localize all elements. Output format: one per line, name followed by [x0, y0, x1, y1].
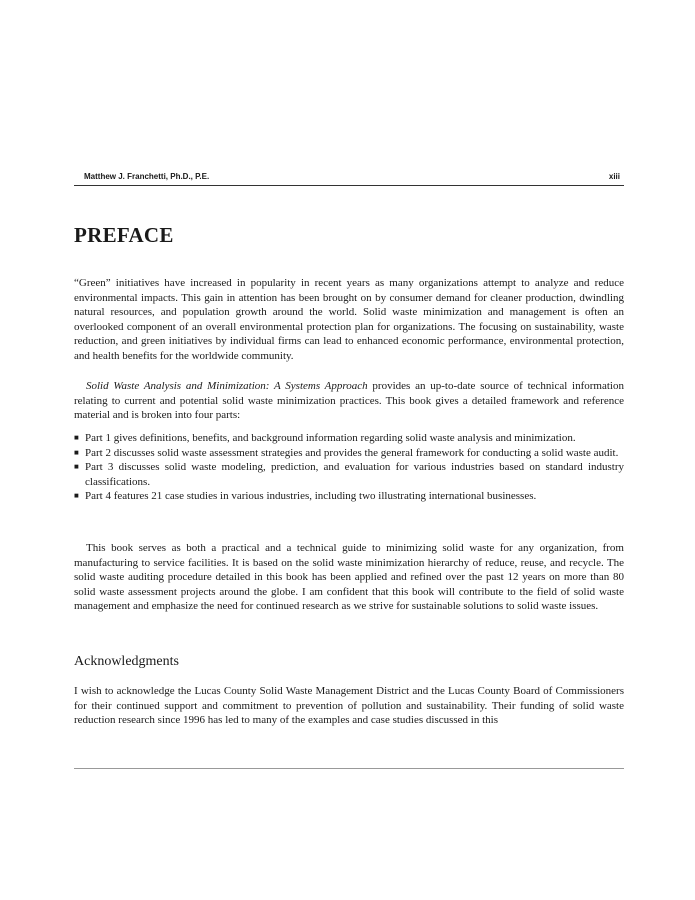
page-number: xiii	[608, 172, 620, 181]
running-head-author: Matthew J. Franchetti, Ph.D., P.E.	[84, 172, 210, 181]
running-head	[74, 170, 624, 186]
list-item	[74, 431, 624, 446]
bottom-divider	[74, 768, 624, 769]
part-3-text: ■ Part 3 discusses solid waste modeling, prediction, and evaluation for various industries based on standard industry classifications.	[85, 461, 624, 488]
closing-paragraph: This book serves as both a practical and a technical guide to minimizing solid waste for any organization, from manufacturing to service facilities. It is based on the solid waste minimization hierarchy of reduce, reuse, and recycle. The solid waste auditing procedure detailed in this book has been applied and refined over the past 12 years on more than 80 solid waste assessment projects around the globe. I am confident that this book will contribute to the field of solid waste management and emphasize the need for continued research as we strive for sustainable solutions to solid waste issues.	[74, 542, 624, 612]
book-intro-paragraph	[74, 379, 624, 423]
part-2-text: ■ Part 2 discusses solid waste assessment strategies and provides the general framework for conducting a solid waste audit.	[85, 446, 619, 459]
parts-list	[74, 431, 624, 504]
acknowledgments-heading: Acknowledgments	[74, 654, 179, 669]
part-4-text: ■ Part 4 features 21 case studies in various industries, including two illustrating international businesses.	[85, 490, 537, 502]
book-title: Solid Waste Analysis and Minimization: A Systems Approach	[86, 380, 368, 392]
list-item	[74, 446, 624, 461]
list-item	[74, 489, 624, 504]
intro-paragraph: “Green” initiatives have increased in popularity in recent years as many organizations attempt to analyze and reduce environmental impacts. This gain in attention has been brought on by consumer demand for cleaner production, dwindling natural resources, and population growth around the world. Solid waste minimization and management is often an overlooked component of an overall environmental protection plan for organizations. The focusing on sustainability, waste reduction, and green initiatives by individual firms can lead to enhanced economic performance, environmental protection, and health benefits for the worldwide community.	[74, 277, 624, 362]
acknowledgments-paragraph: I wish to acknowledge the Lucas County Solid Waste Management District and the Lucas County Board of Commissioners for their continued support and commitment to prevention of pollution and sustainability. Their funding of solid waste reduction research since 1996 has led to many of the examples and case studies discussed in this	[74, 685, 624, 726]
list-item	[74, 460, 624, 489]
part-1-text: ■ Part 1 gives definitions, benefits, and background information regarding solid waste analysis and minimization.	[85, 432, 576, 444]
page-title: PREFACE	[74, 223, 174, 247]
book-intro-text: provides an up-to-date source of technical information relating to current and potential solid waste minimization practices. This book gives a detailed framework and reference material and is broken into four parts:	[74, 380, 624, 421]
